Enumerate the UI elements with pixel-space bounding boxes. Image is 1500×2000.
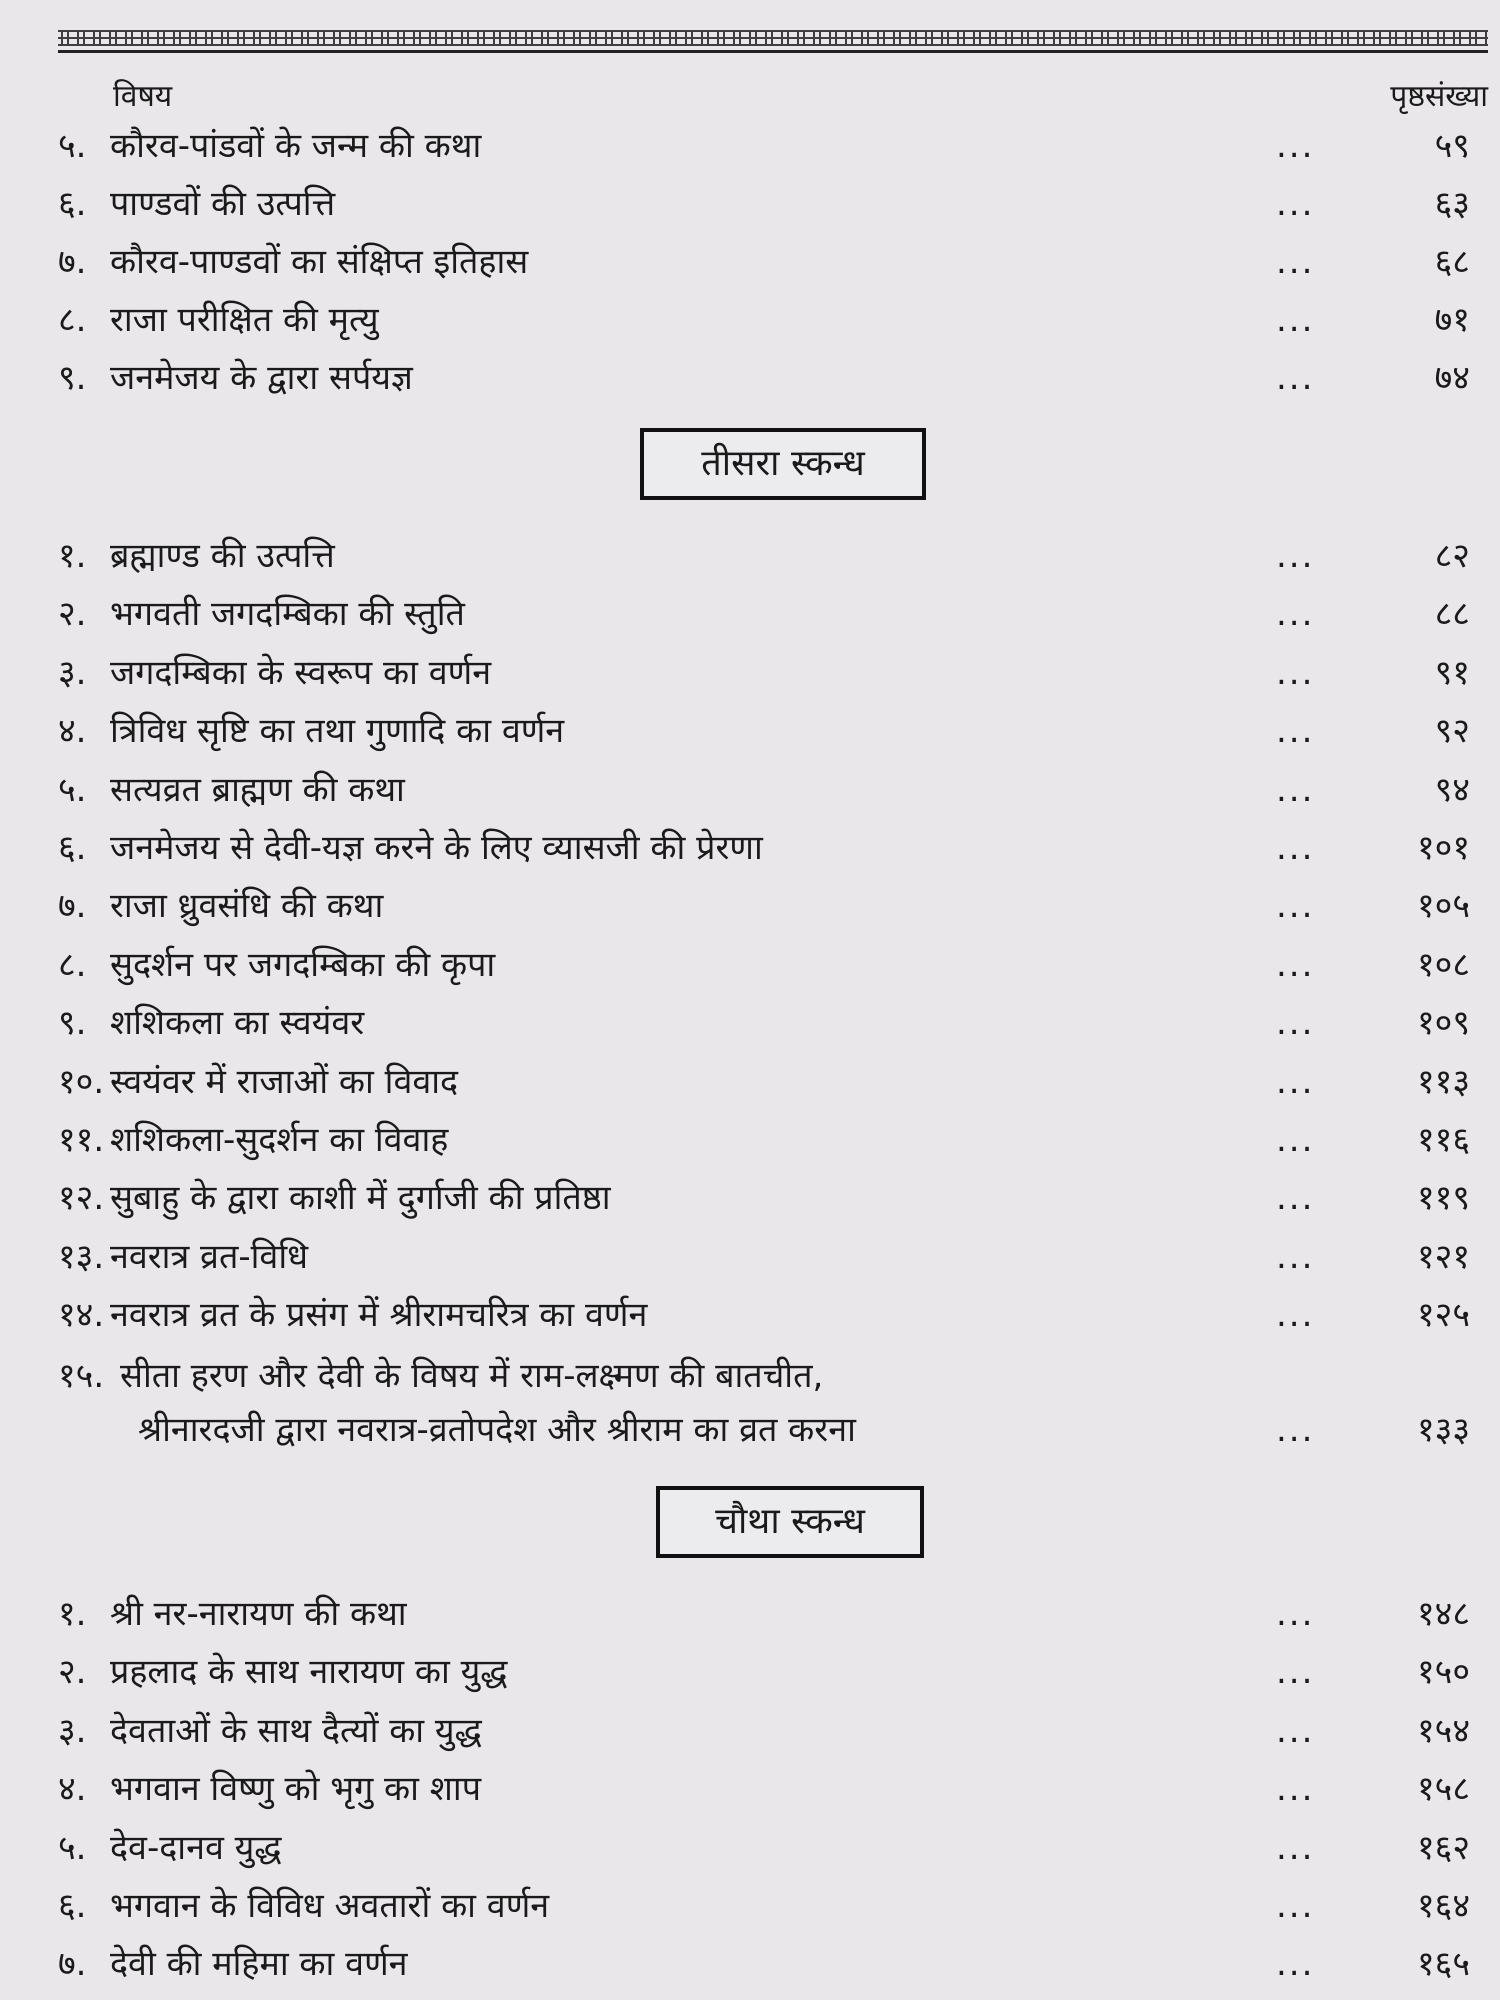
entry-title-line2: श्रीनारदजी द्वारा नवरात्र-व्रतोपदेश और श्रीराम का व्रत करना [138, 1410, 856, 1450]
toc-entry [58, 1586, 1488, 1642]
section-heading [0, 1486, 1500, 1566]
entry-number: ७. [58, 242, 87, 282]
entry-title: सुदर्शन पर जगदम्बिका की कृपा [110, 945, 496, 985]
entry-number: ११. [58, 1120, 105, 1160]
entry-page-number: १६५ [1416, 1944, 1470, 1984]
toc-entry [58, 762, 1488, 818]
entry-page-number: १५४ [1416, 1711, 1470, 1751]
entry-title: नवरात्र व्रत-विधि [110, 1237, 309, 1277]
toc-entry [58, 234, 1488, 290]
leader-dots: ... [1276, 770, 1315, 810]
section-heading-box: तीसरा स्कन्ध [640, 428, 926, 500]
leader-dots: ... [1276, 126, 1315, 166]
entry-number: ५. [58, 126, 87, 166]
border-pattern [58, 30, 1488, 46]
leader-dots: ... [1276, 242, 1315, 282]
entry-title: जनमेजय के द्वारा सर्पयज्ञ [110, 358, 413, 398]
leader-dots: ... [1276, 1062, 1315, 1102]
leader-dots: ... [1276, 536, 1315, 576]
entry-title: भगवान के विविध अवतारों का वर्णन [110, 1886, 550, 1926]
column-header [58, 68, 1488, 118]
entry-number: ७. [58, 1944, 87, 1984]
leader-dots: ... [1276, 1410, 1315, 1450]
leader-dots: ... [1276, 1003, 1315, 1043]
toc-entry [58, 528, 1488, 584]
entry-number: १२. [58, 1178, 105, 1218]
leader-dots: ... [1276, 1944, 1315, 1984]
entry-page-number: १२५ [1416, 1295, 1470, 1335]
entry-title: जगदम्बिका के स्वरूप का वर्णन [110, 653, 492, 693]
toc-entry [58, 1761, 1488, 1817]
leader-dots: ... [1276, 1652, 1315, 1692]
entry-number: ९. [58, 358, 87, 398]
toc-entry [58, 1229, 1488, 1285]
entry-title: भगवती जगदम्बिका की स्तुति [110, 594, 465, 634]
entry-page-number: ६८ [1434, 242, 1470, 282]
entry-page-number: ८२ [1434, 536, 1470, 576]
section-heading [0, 428, 1500, 508]
entry-page-number: १४८ [1416, 1594, 1470, 1634]
entry-number: ७. [58, 886, 87, 926]
entry-title: देव-दानव युद्ध [110, 1828, 282, 1868]
entry-number: ५. [58, 770, 87, 810]
entry-title: राजा ध्रुवसंधि की कथा [110, 886, 384, 926]
entry-number: ९. [58, 1003, 87, 1043]
leader-dots: ... [1276, 1886, 1315, 1926]
leader-dots: ... [1276, 1295, 1315, 1335]
toc-entry [58, 1287, 1488, 1343]
entry-page-number: १०८ [1416, 945, 1470, 985]
leader-dots: ... [1276, 358, 1315, 398]
leader-dots: ... [1276, 886, 1315, 926]
toc-entry-multiline [58, 1348, 1488, 1458]
entry-page-number: ६३ [1434, 184, 1470, 224]
entry-page-number: १०५ [1416, 886, 1470, 926]
entry-page-number: १०९ [1416, 1003, 1470, 1043]
entry-number: ८. [58, 945, 87, 985]
entry-title: देवताओं के साथ दैत्यों का युद्ध [110, 1711, 482, 1751]
entry-page-number: १०१ [1416, 828, 1470, 868]
toc-entry [58, 878, 1488, 934]
entry-title: भगवान विष्णु को भृगु का शाप [110, 1769, 482, 1809]
entry-page-number: ११३ [1416, 1062, 1470, 1102]
entry-title: श्री नर-नारायण की कथा [110, 1594, 407, 1634]
entry-page-number: १६२ [1416, 1828, 1470, 1868]
leader-dots: ... [1276, 594, 1315, 634]
entry-number: ४. [58, 1769, 87, 1809]
entry-number: १३. [58, 1237, 105, 1277]
toc-entry [58, 1703, 1488, 1759]
entry-number: ५. [58, 1828, 87, 1868]
toc-entry [58, 645, 1488, 701]
entry-number: २. [58, 594, 87, 634]
toc-entry [58, 703, 1488, 759]
entry-title: राजा परीक्षित की मृत्यु [110, 300, 379, 340]
entry-title: जनमेजय से देवी-यज्ञ करने के लिए व्यासजी की प्रेरणा [110, 828, 763, 868]
entry-page-number: ७१ [1434, 300, 1470, 340]
toc-entry [58, 1112, 1488, 1168]
entry-number: २. [58, 1652, 87, 1692]
entry-title: कौरव-पांडवों के जन्म की कथा [110, 126, 482, 166]
toc-entry [58, 1936, 1488, 1992]
entry-number: ३. [58, 653, 87, 693]
entry-page-number: ९१ [1434, 653, 1470, 693]
subject-column-label: विषय [113, 79, 173, 114]
entry-page-number: १५० [1416, 1652, 1470, 1692]
leader-dots: ... [1276, 1769, 1315, 1809]
entry-title: सुबाहु के द्वारा काशी में दुर्गाजी की प्रतिष्ठा [110, 1178, 611, 1218]
leader-dots: ... [1276, 1594, 1315, 1634]
leader-dots: ... [1276, 711, 1315, 751]
toc-entry [58, 1170, 1488, 1226]
entry-number: ६. [58, 828, 87, 868]
entry-title: देवी की महिमा का वर्णन [110, 1944, 408, 1984]
toc-entry [58, 118, 1488, 174]
border-rule [58, 50, 1488, 53]
entry-number: ४. [58, 711, 87, 751]
entry-number: १. [58, 1594, 87, 1634]
leader-dots: ... [1276, 1178, 1315, 1218]
toc-entry [58, 176, 1488, 232]
page-column-label: पृष्ठसंख्या [1390, 79, 1488, 114]
entry-page-number: १५८ [1416, 1769, 1470, 1809]
entry-title: स्वयंवर में राजाओं का विवाद [110, 1062, 459, 1102]
entry-title: नवरात्र व्रत के प्रसंग में श्रीरामचरित्र का वर्णन [110, 1295, 648, 1335]
entry-title: ब्रह्माण्ड की उत्पत्ति [110, 536, 335, 576]
leader-dots: ... [1276, 945, 1315, 985]
entry-page-number: ११९ [1416, 1178, 1470, 1218]
entry-page-number: ७४ [1434, 358, 1470, 398]
entry-page-number: १२१ [1416, 1237, 1470, 1277]
leader-dots: ... [1276, 1237, 1315, 1277]
leader-dots: ... [1276, 1711, 1315, 1751]
leader-dots: ... [1276, 184, 1315, 224]
entry-page-number: ८८ [1434, 594, 1470, 634]
toc-entry [58, 1820, 1488, 1876]
entry-number: ३. [58, 1711, 87, 1751]
toc-entry [58, 937, 1488, 993]
entry-number: १५. [58, 1356, 105, 1396]
leader-dots: ... [1276, 1120, 1315, 1160]
entry-title: त्रिविध सृष्टि का तथा गुणादि का वर्णन [110, 711, 565, 751]
entry-title: कौरव-पाण्डवों का संक्षिप्त इतिहास [110, 242, 529, 282]
entry-page-number: ११६ [1416, 1120, 1470, 1160]
toc-entry [58, 292, 1488, 348]
leader-dots: ... [1276, 828, 1315, 868]
toc-entry [58, 1644, 1488, 1700]
entry-page-number: ९४ [1434, 770, 1470, 810]
entry-title-line1: सीता हरण और देवी के विषय में राम-लक्ष्मण की बातचीत, [120, 1356, 824, 1396]
entry-number: ६. [58, 184, 87, 224]
entry-page-number: ९२ [1434, 711, 1470, 751]
leader-dots: ... [1276, 1828, 1315, 1868]
toc-entry [58, 820, 1488, 876]
entry-page-number: ५९ [1434, 126, 1470, 166]
toc-entry [58, 586, 1488, 642]
toc-entry [58, 1054, 1488, 1110]
entry-title: शशिकला का स्वयंवर [110, 1003, 365, 1043]
entry-number: ६. [58, 1886, 87, 1926]
decorative-border [58, 26, 1488, 60]
leader-dots: ... [1276, 653, 1315, 693]
entry-title: प्रहलाद के साथ नारायण का युद्ध [110, 1652, 508, 1692]
leader-dots: ... [1276, 300, 1315, 340]
entry-page-number: १३३ [1416, 1410, 1470, 1450]
entry-number: ८. [58, 300, 87, 340]
toc-entry [58, 1878, 1488, 1934]
entry-title: शशिकला-सुदर्शन का विवाह [110, 1120, 449, 1160]
entry-number: १. [58, 536, 87, 576]
entry-number: १४. [58, 1295, 105, 1335]
section-heading-box: चौथा स्कन्ध [656, 1486, 924, 1558]
entry-title: पाण्डवों की उत्पत्ति [110, 184, 336, 224]
toc-entry [58, 995, 1488, 1051]
entry-page-number: १६४ [1416, 1886, 1470, 1926]
toc-entry [58, 350, 1488, 406]
entry-number: १०. [58, 1062, 105, 1102]
entry-title: सत्यव्रत ब्राह्मण की कथा [110, 770, 405, 810]
